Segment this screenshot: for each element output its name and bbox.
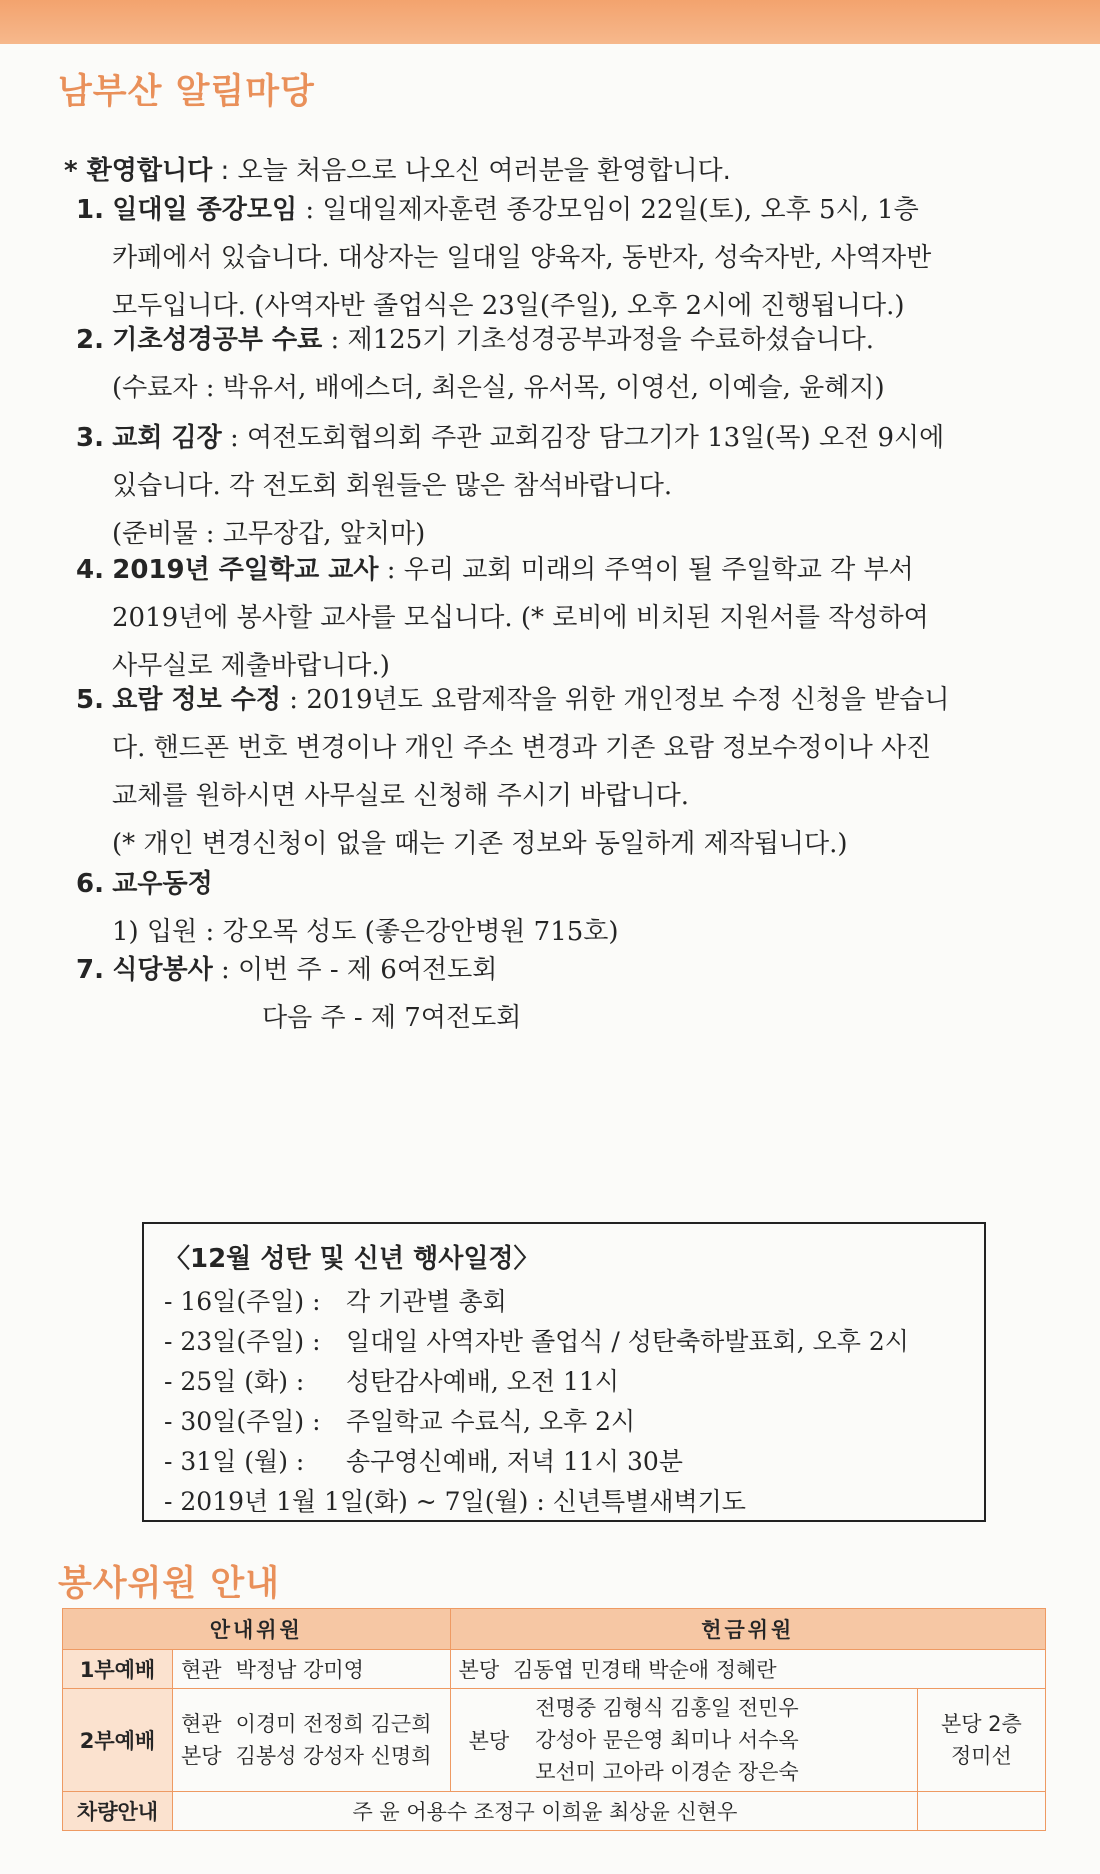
item-number: 6. [76, 869, 104, 899]
item-number: 5. [76, 685, 104, 715]
schedule-date: - 25일 (화) : [164, 1367, 305, 1396]
schedule-event: 신년특별새벽기도 [552, 1487, 746, 1516]
names: 정미선 [950, 1744, 1012, 1768]
item-line: (준비물 : 고무장갑, 앞치마) [112, 519, 426, 549]
item-line: 다음 주 - 제 7여전도회 [262, 1003, 522, 1033]
item-line: 모두입니다. (사역자반 졸업식은 23일(주일), 오후 2시에 진행됩니다.) [112, 291, 905, 321]
notice-item-3 [76, 414, 1056, 558]
item-number: 3. [76, 423, 104, 453]
schedule-date: - 23일(주일) : [164, 1327, 321, 1356]
item-head: 기초성경공부 수료 [112, 325, 323, 355]
item-line: : 일대일제자훈련 종강모임이 22일(토), 오후 5시, 1층 [297, 195, 919, 225]
item-line: : 여전도회협의회 주관 교회김장 담그기가 13일(목) 오전 9시에 [221, 423, 945, 453]
offering-names [527, 1689, 917, 1792]
table-header-row [63, 1609, 1046, 1650]
schedule-date: - 30일(주일) : [164, 1407, 321, 1436]
names: 김동엽 민경태 박순애 정혜란 [513, 1658, 777, 1682]
schedule-event: 주일학교 수료식, 오후 2시 [346, 1407, 636, 1436]
item-line: 있습니다. 각 전도회 회원들은 많은 참석바랍니다. [112, 471, 673, 501]
item-line: : 제125기 기초성경공부과정을 수료하셨습니다. [322, 325, 875, 355]
schedule-row [164, 1482, 962, 1522]
welcome-line [64, 150, 731, 187]
names: 강성아 문은영 최미나 서수옥 [535, 1728, 799, 1752]
item-head: 요람 정보 수정 [112, 685, 282, 715]
item-line: 다. 핸드폰 번호 변경이나 개인 주소 변경과 기존 요람 정보수정이나 사진 [112, 733, 932, 763]
item-number: 1. [76, 195, 104, 225]
row-label: 2부예배 [63, 1689, 173, 1792]
notice-title: 남부산 알림마당 [58, 72, 315, 112]
location-label: 현관 [181, 1658, 222, 1682]
schedule-date: - 16일(주일) : [164, 1287, 321, 1316]
item-line: 2019년에 봉사할 교사를 모십니다. (* 로비에 비치된 지원서를 작성하여 [112, 603, 929, 633]
location-label: 본당 [458, 1658, 500, 1682]
item-head: 교회 김장 [112, 423, 222, 453]
schedule-row [164, 1362, 962, 1402]
row-label: 1부예배 [63, 1650, 173, 1689]
notice-item-4 [76, 546, 1056, 690]
item-line: (* 개인 변경신청이 없을 때는 기존 정보와 동일하게 제작됩니다.) [112, 829, 848, 859]
item-line: 1) 입원 : 강오목 성도 (좋은강안병원 715호) [112, 917, 619, 947]
empty-cell [917, 1792, 1045, 1831]
location-label: 본당 [181, 1744, 222, 1768]
location-label: 본당 2층 [940, 1712, 1022, 1736]
item-line: : 이번 주 - 제 6여전도회 [212, 955, 498, 985]
schedule-event: 성탄감사예배, 오전 11시 [346, 1367, 620, 1396]
item-head: 식당봉사 [112, 955, 213, 985]
guide-header: 안내위원 [63, 1609, 451, 1650]
item-line: (수료자 : 박유서, 배에스더, 최은실, 유서목, 이영선, 이예슬, 윤혜지) [112, 373, 885, 403]
item-line: 카페에서 있습니다. 대상자는 일대일 양육자, 동반자, 성숙자반, 사역자반 [112, 243, 932, 273]
names: 김봉성 강성자 신명희 [235, 1744, 432, 1768]
service-table [62, 1608, 1046, 1831]
item-head: 교우동정 [112, 869, 213, 899]
offering-location: 본당 [450, 1689, 527, 1792]
offering-cell [450, 1650, 1045, 1689]
names: 모선미 고아라 이경순 장은숙 [535, 1760, 799, 1784]
item-line: 교체를 원하시면 사무실로 신청해 주시기 바랍니다. [112, 781, 690, 811]
item-line: : 우리 교회 미래의 주역이 될 주일학교 각 부서 [378, 555, 914, 585]
item-line: 사무실로 제출바랍니다.) [112, 651, 390, 681]
schedule-event: 각 기관별 총회 [346, 1287, 507, 1316]
notice-item-6 [76, 860, 1056, 956]
service-title: 봉사위원 안내 [58, 1564, 281, 1604]
schedule-date: - 31일 (월) : [164, 1447, 305, 1476]
names: 전명중 김형식 김홍일 전민우 [535, 1696, 799, 1720]
item-head: 2019년 주일학교 교사 [112, 555, 379, 585]
notice-item-2 [76, 316, 1056, 412]
names: 이경미 전정희 김근희 [235, 1712, 432, 1736]
item-line: : 2019년도 요람제작을 위한 개인정보 수정 신청을 받습니 [281, 685, 950, 715]
table-row [63, 1689, 1046, 1792]
offering-header: 헌금위원 [450, 1609, 1045, 1650]
notice-item-5 [76, 676, 1056, 868]
top-accent-bar [0, 0, 1100, 44]
schedule-event: 송구영신예배, 저녁 11시 30분 [346, 1447, 683, 1476]
schedule-date: - 2019년 1월 1일(화) ~ 7일(월) : [164, 1487, 545, 1516]
table-row [63, 1792, 1046, 1831]
schedule-box [142, 1222, 986, 1522]
notice-item-7 [76, 946, 1056, 1042]
schedule-row [164, 1322, 962, 1362]
schedule-row [164, 1442, 962, 1482]
schedule-row [164, 1282, 962, 1322]
table-row [63, 1650, 1046, 1689]
item-number: 4. [76, 555, 104, 585]
vehicle-names: 주 윤 어용수 조정구 이희윤 최상윤 신현우 [173, 1792, 918, 1831]
welcome-text: : 오늘 처음으로 나오신 여러분을 환영합니다. [212, 156, 731, 186]
schedule-event: 일대일 사역자반 졸업식 / 성탄축하발표회, 오후 2시 [346, 1327, 909, 1356]
row-label: 차량안내 [63, 1792, 173, 1831]
notice-item-1 [76, 186, 1056, 330]
schedule-title: 〈12월 성탄 및 신년 행사일정〉 [164, 1244, 540, 1274]
guide-cell [173, 1689, 451, 1792]
guide-cell [173, 1650, 451, 1689]
schedule-row [164, 1402, 962, 1442]
extra-cell [917, 1689, 1045, 1792]
item-number: 7. [76, 955, 104, 985]
item-number: 2. [76, 325, 104, 355]
location-label: 현관 [181, 1712, 222, 1736]
item-head: 일대일 종강모임 [112, 195, 298, 225]
names: 박정남 강미영 [235, 1658, 364, 1682]
welcome-head: * 환영합니다 [64, 156, 213, 186]
